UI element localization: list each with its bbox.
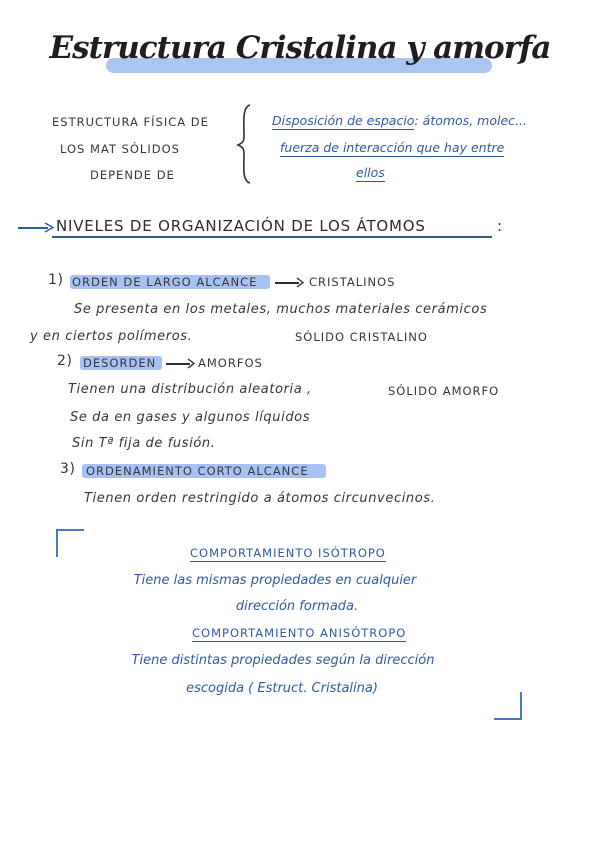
isotropic-line-1	[0, 573, 600, 588]
heading-underline	[52, 236, 492, 238]
intro-left-line-3: DEPENDE DE	[90, 168, 175, 182]
item-1-solid-type: SÓLIDO CRISTALINO	[295, 330, 428, 344]
item-1-result: CRISTALINOS	[309, 275, 396, 289]
item-1-desc-line-1: Se presenta en los metales, muchos materiales cerámicos	[74, 302, 488, 317]
box-corner-bottom-right	[494, 692, 522, 720]
item-2-result: AMORFOS	[198, 356, 263, 370]
item-3-desc-line-1: Tienen orden restringido a átomos circunvecinos.	[84, 491, 436, 506]
anisotropic-line-1	[0, 653, 600, 668]
intro-right-line-2	[280, 140, 504, 155]
item-2-desc-line-3: Sin Tª fija de fusión.	[72, 436, 216, 451]
disposicion-term: Disposición de espacio	[272, 113, 415, 128]
arrow-right-icon	[296, 277, 304, 288]
disposicion-detail: : átomos, molec...	[414, 113, 527, 128]
item-2-solid-type: SÓLIDO AMORFO	[388, 384, 500, 398]
item-2-desc-line-2: Se da en gases y algunos líquidos	[70, 410, 311, 425]
item-1-label: ORDEN DE LARGO ALCANCE	[72, 275, 258, 289]
page-title: Estructura Cristalina y amorfa	[49, 30, 551, 66]
isotropic-title	[190, 546, 386, 560]
item-2-label: DESORDEN	[83, 356, 157, 370]
intro-left-line-2: LOS MAT SÓLIDOS	[60, 142, 180, 156]
isotropic-line-2	[0, 599, 600, 614]
isotropic-line-2-text: dirección formada.	[235, 599, 359, 614]
item-3-number: 3)	[60, 461, 76, 477]
intro-right-line-1	[272, 113, 527, 128]
section-heading-colon: :	[497, 217, 503, 235]
fuerza-text: fuerza de interacción que hay entre	[280, 140, 505, 155]
intro-left-line-1: ESTRUCTURA FÍSICA DE	[52, 115, 209, 129]
intro-right-line-3	[356, 165, 385, 180]
curly-brace-icon	[236, 103, 256, 185]
section-heading: NIVELES DE ORGANIZACIÓN DE LOS ÁTOMOS	[56, 217, 426, 235]
item-3-label: ORDENAMIENTO CORTO ALCANCE	[86, 464, 309, 478]
arrow-right-icon	[44, 222, 54, 233]
anisotropic-title	[192, 626, 406, 640]
item-2-number: 2)	[57, 353, 73, 369]
box-corner-top-left	[56, 529, 84, 557]
arrow-right-icon	[187, 358, 195, 369]
anisotropic-line-1-text: Tiene distintas propiedades según la dirección	[131, 653, 435, 668]
isotropic-line-1-text: Tiene las mismas propiedades en cualquier	[133, 573, 417, 588]
isotropic-title-text: COMPORTAMIENTO ISÓTROPO	[190, 546, 386, 560]
item-2-desc-line-1: Tienen una distribución aleatoria ,	[68, 382, 312, 397]
anisotropic-line-2	[0, 681, 600, 696]
item-1-desc-line-2: y en ciertos polímeros.	[30, 329, 193, 344]
anisotropic-title-text: COMPORTAMIENTO ANISÓTROPO	[192, 626, 407, 640]
item-1-number: 1)	[48, 272, 64, 288]
ellos-text: ellos	[356, 165, 385, 180]
anisotropic-line-2-text: escogida ( Estruct. Cristalina)	[186, 681, 378, 696]
